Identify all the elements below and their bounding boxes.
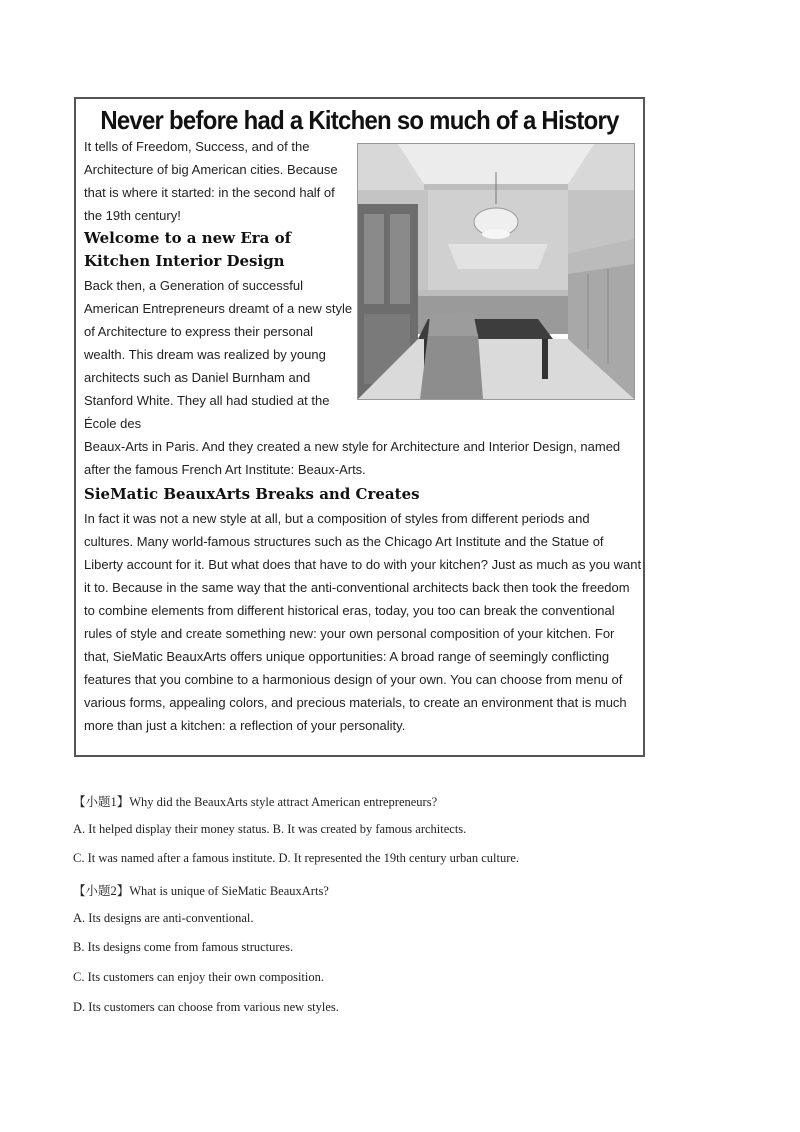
kitchen-photo — [357, 143, 635, 400]
question-2-option-b: B. Its designs come from famous structures. — [73, 940, 294, 954]
heading-welcome: Welcome to a new Era of Kitchen Interior Design — [84, 229, 292, 270]
back-then-paragraph: Back then, a Generation of successful American Entrepreneurs dreamt of a new style of Architecture to express their personal wealth. This dream was realized by young architects such as Daniel Burnham and Stanford White. They all had studied at the École des — [84, 278, 353, 431]
in-fact-paragraph: In fact it was not a new style at all, but a composition of styles from different periods and cultures. Many world-famous structures such as the Chicago Art Institute and the Statue of Liberty account for it. But what does that have to do with your kitchen? Just as much as you want it to. Because in the same way that the anti-conventional architects back then took the freedom to combine elements from different historical eras, today, you too can break the conventional rules of style and create something new: your own personal composition of your kitchen. For that, SieMatic BeauxArts offers unique opportunities: A broad range of seemingly conflicting features that you combine to a harmonious design of your own. You can choose from menu of various forms, appealing colors, and precious materials, to create an environment that is much more than just a kitchen: a reflection of your personality. — [84, 511, 642, 733]
heading-siematic: SieMatic BeauxArts Breaks and Creates — [84, 485, 420, 503]
beaux-arts-paragraph: Beaux-Arts in Paris. And they created a new style for Architecture and Interior Design, named after the famous French Art Institute: Beaux-Arts. — [84, 439, 621, 477]
intro-paragraph: It tells of Freedom, Success, and of the Architecture of big American cities. Because that is where it started: in the second half of the 19th century! — [84, 139, 338, 223]
question-1-stem: 【小题1】Why did the BeauxArts style attract American entrepreneurs? — [73, 795, 438, 809]
question-1-options-cd: C. It was named after a famous institute. D. It represented the 19th century urban culture. — [73, 851, 520, 865]
advertisement-box — [74, 97, 645, 757]
question-2-option-d: D. Its customers can choose from various new styles. — [73, 1000, 339, 1014]
question-2-option-a: A. Its designs are anti-conventional. — [73, 911, 254, 925]
question-2-stem: 【小题2】What is unique of SieMatic BeauxArts? — [73, 884, 329, 898]
question-2-option-c: C. Its customers can enjoy their own composition. — [73, 970, 325, 984]
question-1-options-ab: A. It helped display their money status. B. It was created by famous architects. — [73, 822, 467, 836]
ad-title: Never before had a Kitchen so much of a History — [100, 105, 619, 135]
